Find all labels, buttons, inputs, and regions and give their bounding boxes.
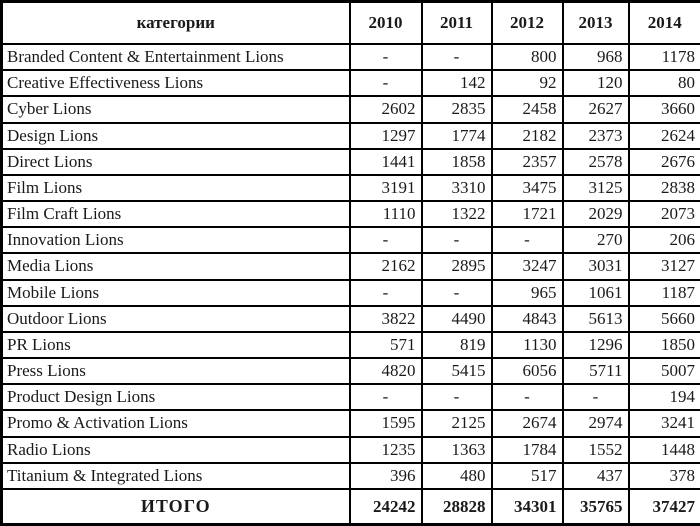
total-value-2014: 37427 [629, 489, 700, 525]
category-cell: Innovation Lions [2, 227, 350, 253]
value-cell-2011: 5415 [422, 358, 492, 384]
value-cell-2014: 5660 [629, 306, 700, 332]
table-row [2, 437, 700, 463]
value-cell-2014: 1178 [629, 44, 700, 70]
value-cell-2010: - [350, 280, 422, 306]
category-cell: Product Design Lions [2, 384, 350, 410]
value-cell-2012: 92 [492, 70, 563, 96]
value-cell-2014: 194 [629, 384, 700, 410]
value-cell-2013: 3125 [563, 175, 629, 201]
table-row [2, 280, 700, 306]
total-value-2012: 34301 [492, 489, 563, 525]
value-cell-2011: 819 [422, 332, 492, 358]
value-cell-2013: 1296 [563, 332, 629, 358]
table-row [2, 358, 700, 384]
value-cell-2010: - [350, 384, 422, 410]
category-cell: Film Craft Lions [2, 201, 350, 227]
column-header-year-2013: 2013 [563, 2, 629, 45]
total-row [2, 489, 700, 525]
total-value-2010: 24242 [350, 489, 422, 525]
value-cell-2013: 1552 [563, 437, 629, 463]
value-cell-2013: 2974 [563, 410, 629, 436]
value-cell-2010: 1595 [350, 410, 422, 436]
value-cell-2011: 1363 [422, 437, 492, 463]
table-body [2, 44, 700, 489]
value-cell-2011: 142 [422, 70, 492, 96]
value-cell-2012: 965 [492, 280, 563, 306]
value-cell-2011: 2835 [422, 96, 492, 122]
table-row [2, 70, 700, 96]
total-value-2011: 28828 [422, 489, 492, 525]
table-row [2, 410, 700, 436]
total-value-2013: 35765 [563, 489, 629, 525]
value-cell-2013: 5613 [563, 306, 629, 332]
value-cell-2011: 3310 [422, 175, 492, 201]
value-cell-2013: 968 [563, 44, 629, 70]
value-cell-2011: 2125 [422, 410, 492, 436]
value-cell-2010: 2602 [350, 96, 422, 122]
category-cell: Media Lions [2, 253, 350, 279]
value-cell-2013: 3031 [563, 253, 629, 279]
category-cell: Creative Effectiveness Lions [2, 70, 350, 96]
value-cell-2014: 378 [629, 463, 700, 489]
value-cell-2013: 2029 [563, 201, 629, 227]
value-cell-2013: 120 [563, 70, 629, 96]
header-row [2, 2, 700, 45]
value-cell-2011: - [422, 227, 492, 253]
value-cell-2011: 480 [422, 463, 492, 489]
column-header-year-2010: 2010 [350, 2, 422, 45]
value-cell-2012: 6056 [492, 358, 563, 384]
value-cell-2012: 2674 [492, 410, 563, 436]
value-cell-2012: 800 [492, 44, 563, 70]
value-cell-2014: 2624 [629, 123, 700, 149]
value-cell-2014: 3127 [629, 253, 700, 279]
value-cell-2012: 1784 [492, 437, 563, 463]
value-cell-2010: 1110 [350, 201, 422, 227]
value-cell-2010: - [350, 227, 422, 253]
category-cell: Radio Lions [2, 437, 350, 463]
value-cell-2012: 3475 [492, 175, 563, 201]
table-row [2, 175, 700, 201]
value-cell-2014: 2676 [629, 149, 700, 175]
table-row [2, 96, 700, 122]
category-cell: PR Lions [2, 332, 350, 358]
table-row [2, 332, 700, 358]
value-cell-2014: 3660 [629, 96, 700, 122]
category-cell: Press Lions [2, 358, 350, 384]
value-cell-2012: 2182 [492, 123, 563, 149]
value-cell-2014: 2838 [629, 175, 700, 201]
value-cell-2010: 396 [350, 463, 422, 489]
value-cell-2010: - [350, 44, 422, 70]
value-cell-2011: - [422, 280, 492, 306]
value-cell-2012: 1130 [492, 332, 563, 358]
value-cell-2010: 1441 [350, 149, 422, 175]
table-row [2, 306, 700, 332]
value-cell-2012: 517 [492, 463, 563, 489]
category-cell: Branded Content & Entertainment Lions [2, 44, 350, 70]
value-cell-2013: 1061 [563, 280, 629, 306]
value-cell-2013: 437 [563, 463, 629, 489]
value-cell-2012: 2458 [492, 96, 563, 122]
category-cell: Titanium & Integrated Lions [2, 463, 350, 489]
value-cell-2011: 4490 [422, 306, 492, 332]
table-row [2, 44, 700, 70]
category-cell: Mobile Lions [2, 280, 350, 306]
column-header-year-2014: 2014 [629, 2, 700, 45]
table-row [2, 149, 700, 175]
value-cell-2010: 4820 [350, 358, 422, 384]
table-row [2, 384, 700, 410]
table-row [2, 201, 700, 227]
value-cell-2014: 1187 [629, 280, 700, 306]
table-row [2, 463, 700, 489]
column-header-category: категории [2, 2, 350, 45]
category-cell: Outdoor Lions [2, 306, 350, 332]
value-cell-2014: 1850 [629, 332, 700, 358]
value-cell-2013: - [563, 384, 629, 410]
value-cell-2010: - [350, 70, 422, 96]
category-cell: Direct Lions [2, 149, 350, 175]
value-cell-2013: 5711 [563, 358, 629, 384]
value-cell-2013: 2578 [563, 149, 629, 175]
value-cell-2011: - [422, 384, 492, 410]
value-cell-2014: 206 [629, 227, 700, 253]
value-cell-2014: 5007 [629, 358, 700, 384]
value-cell-2010: 2162 [350, 253, 422, 279]
value-cell-2012: 4843 [492, 306, 563, 332]
total-label: ИТОГО [2, 489, 350, 525]
table-row [2, 123, 700, 149]
value-cell-2011: 2895 [422, 253, 492, 279]
category-cell: Film Lions [2, 175, 350, 201]
value-cell-2012: - [492, 227, 563, 253]
value-cell-2013: 2373 [563, 123, 629, 149]
value-cell-2012: 3247 [492, 253, 563, 279]
category-cell: Promo & Activation Lions [2, 410, 350, 436]
value-cell-2012: 1721 [492, 201, 563, 227]
value-cell-2010: 1235 [350, 437, 422, 463]
value-cell-2012: 2357 [492, 149, 563, 175]
column-header-year-2012: 2012 [492, 2, 563, 45]
category-cell: Design Lions [2, 123, 350, 149]
value-cell-2011: - [422, 44, 492, 70]
value-cell-2011: 1858 [422, 149, 492, 175]
value-cell-2010: 3822 [350, 306, 422, 332]
value-cell-2014: 80 [629, 70, 700, 96]
value-cell-2014: 2073 [629, 201, 700, 227]
value-cell-2014: 3241 [629, 410, 700, 436]
value-cell-2010: 3191 [350, 175, 422, 201]
value-cell-2010: 571 [350, 332, 422, 358]
value-cell-2011: 1774 [422, 123, 492, 149]
table-row [2, 227, 700, 253]
value-cell-2013: 2627 [563, 96, 629, 122]
table-row [2, 253, 700, 279]
value-cell-2013: 270 [563, 227, 629, 253]
category-cell: Cyber Lions [2, 96, 350, 122]
column-header-year-2011: 2011 [422, 2, 492, 45]
value-cell-2014: 1448 [629, 437, 700, 463]
value-cell-2011: 1322 [422, 201, 492, 227]
value-cell-2010: 1297 [350, 123, 422, 149]
value-cell-2012: - [492, 384, 563, 410]
